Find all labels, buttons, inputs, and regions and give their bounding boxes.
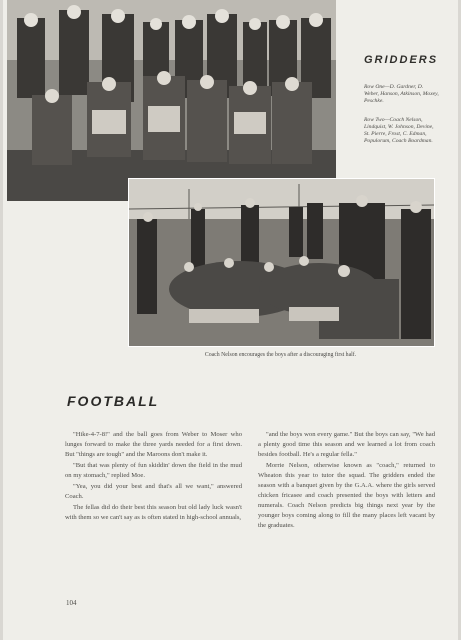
photo-caption: Coach Nelson encourages the boys after a discouraging first half. xyxy=(204,352,357,358)
article-paragraph: "Yea, you did your best and that's all we want," answered Coach. xyxy=(65,483,242,500)
article-paragraph: Morrie Nelson, otherwise known as "coach," returned to Wheaton this year to tutor the squad. The gridders ended the season with a banquet given by the G.A.A. where the girls served chicken fricasee and coach presented the boys with letters and numerals. Coach Nelson predicts big things next year by the younger boys coming along to fill the many places left vacant by the graduates. xyxy=(258,462,435,529)
article-column-right xyxy=(258,430,435,532)
article-column-left xyxy=(65,430,242,524)
article-paragraph: "and the boys won every game." But the boys can say, "We had a plenty good time this season and we learned a lot from coach besides football. He's a regular fella." xyxy=(258,431,435,458)
yearbook-page xyxy=(3,0,458,640)
article-paragraph: The fellas did do their best this season but old lady luck wasn't with them so we can't say as is often stated in high-school annuals, xyxy=(65,504,242,521)
gridders-heading: GRIDDERS xyxy=(364,54,439,66)
coach-huddle-photo xyxy=(128,178,435,347)
article-paragraph: "But that was plenty of fun skiddin' down the field in the mud on my stomach," replied Moe. xyxy=(65,462,242,479)
roster-row-two: Row Two—Coach Nelson, Lindquist, W. Johnson, Devine, St. Pierre, Frost, C. Edman, Populorum, Coach Boardman. xyxy=(364,117,434,144)
roster-row-one: Row One—D. Gardner, D. Weber, Hanson, Atkinson, Moxey, Peschke. xyxy=(364,84,439,104)
page-number: 104 xyxy=(66,599,77,607)
team-group-photo xyxy=(7,0,336,201)
article-paragraph: "Hike-4-7-8!" and the ball goes from Weber to Moser who lunges forward to make the three yards needed for a first down. But "things are tough" and the Maroons don't make it. xyxy=(65,431,242,458)
article-title: FOOTBALL xyxy=(67,393,160,409)
